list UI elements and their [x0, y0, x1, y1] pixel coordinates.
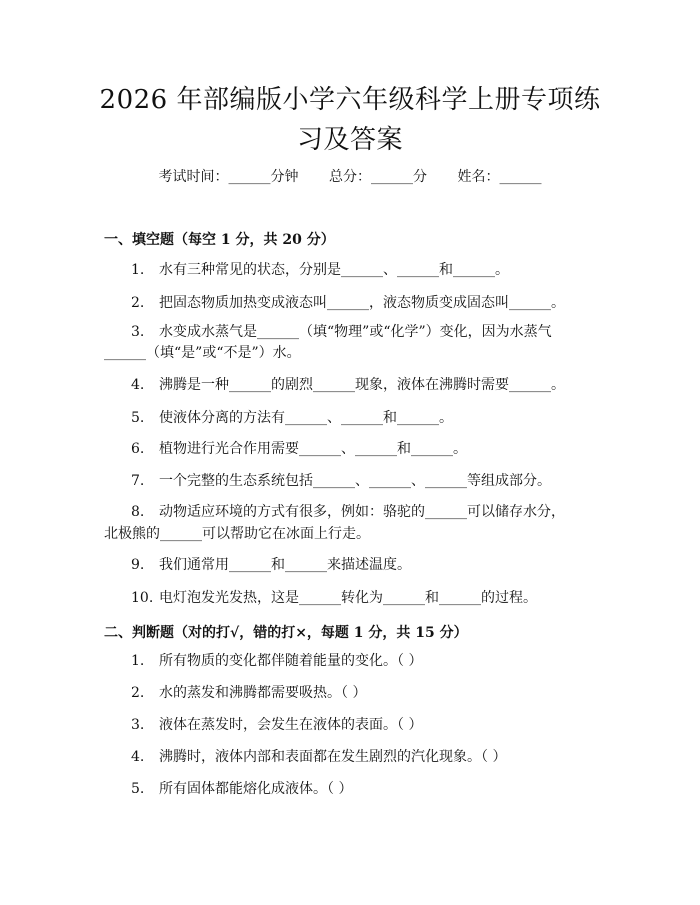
question-number: 5. [131, 781, 145, 797]
question-number: 10. [131, 590, 154, 606]
exam-time: 考试时间：______分钟 [158, 169, 299, 185]
question-number: 3. [131, 324, 145, 340]
question-text: 把固态物质加热变成液态叫______，液态物质变成固态叫______。 [159, 295, 565, 311]
question-item [104, 469, 570, 493]
question-item [104, 501, 570, 545]
question-item [104, 322, 570, 364]
section-heading-true-false: 二、判断题（对的打√，错的打×，每题 1 分，共 15 分） [104, 625, 468, 641]
question-text: 液体在蒸发时，会发生在液体的表面。（ ） [159, 717, 423, 733]
question-number: 2. [131, 685, 145, 701]
question-item [104, 681, 570, 705]
question-item [104, 258, 570, 282]
question-item [104, 553, 570, 577]
question-number: 7. [131, 473, 145, 489]
section-heading-fill-in: 一、填空题（每空 1 分，共 20 分） [104, 232, 335, 248]
page-title: 2026 年部编版小学六年级科学上册专项练习及答案 [99, 85, 601, 155]
question-text: 电灯泡发光发热，这是______转化为______和______的过程。 [159, 590, 537, 606]
question-item [104, 406, 570, 430]
question-text: 沸腾是一种______的剧烈______现象，液体在沸腾时需要______。 [159, 377, 565, 393]
question-number: 1. [131, 262, 145, 278]
question-number: 4. [131, 377, 145, 393]
question-number: 4. [131, 749, 145, 765]
question-text: 植物进行光合作用需要______、______和______。 [159, 441, 467, 457]
question-number: 3. [131, 717, 145, 733]
question-number: 9. [131, 557, 145, 573]
question-text: 使液体分离的方法有______、______和______。 [159, 410, 453, 426]
question-text: 一个完整的生态系统包括______、______、______等组成部分。 [159, 473, 551, 489]
question-item [104, 373, 570, 397]
question-number: 2. [131, 295, 145, 311]
exam-name: 姓名：______ [457, 169, 542, 185]
question-item [104, 777, 570, 801]
question-item [104, 649, 570, 673]
question-item [104, 713, 570, 737]
question-text: 所有固体都能熔化成液体。（ ） [159, 781, 353, 797]
question-item [104, 745, 570, 769]
question-text: 动物适应环境的方式有很多，例如：骆驼的______可以储存水分，北极熊的______可以帮助它在冰面上行走。 [104, 504, 565, 542]
question-text: 水变成水蒸气是______（填“物理”或“化学”）变化，因为水蒸气______（填“是”或“不是”）水。 [104, 324, 552, 361]
question-text: 所有物质的变化都伴随着能量的变化。（ ） [159, 653, 423, 669]
question-number: 1. [131, 653, 145, 669]
question-text: 我们通常用______和______来描述温度。 [159, 557, 411, 573]
question-text: 水有三种常见的状态，分别是______、______和______。 [159, 262, 509, 278]
question-item [104, 291, 570, 315]
exam-info [0, 167, 700, 187]
question-text: 沸腾时，液体内部和表面都在发生剧烈的汽化现象。（ ） [159, 749, 507, 765]
question-text: 水的蒸发和沸腾都需要吸热。（ ） [159, 685, 367, 701]
question-number: 5. [131, 410, 145, 426]
question-number: 6. [131, 441, 145, 457]
question-item [104, 586, 570, 610]
question-item [104, 437, 570, 461]
exam-score: 总分：______分 [329, 169, 427, 185]
question-number: 8. [131, 504, 145, 520]
